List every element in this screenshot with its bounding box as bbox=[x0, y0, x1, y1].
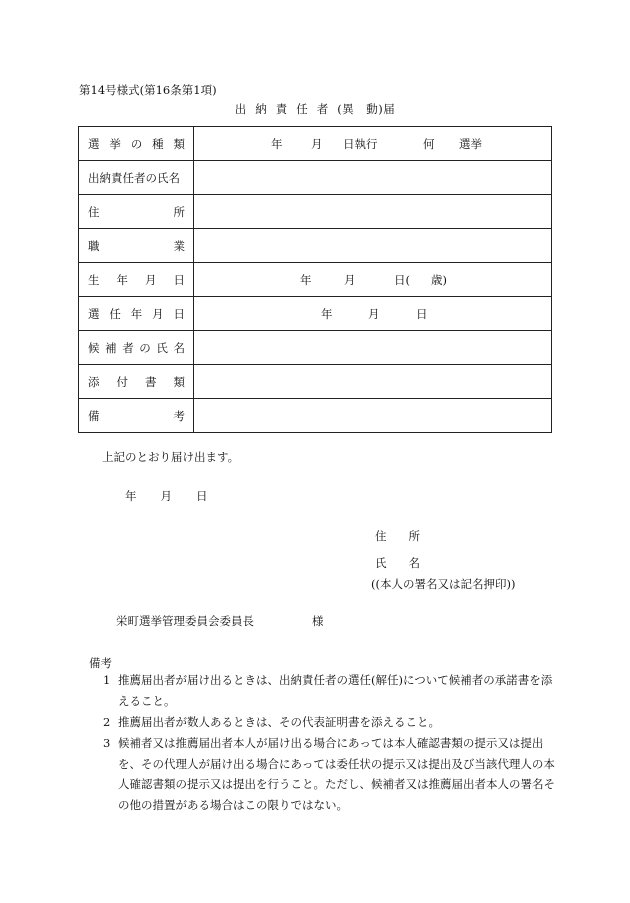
value-address[interactable] bbox=[194, 195, 552, 229]
row-birth-date bbox=[79, 263, 552, 297]
label-char: の bbox=[130, 136, 143, 151]
election-month-label: 月 bbox=[311, 136, 323, 151]
election-year-label: 年 bbox=[271, 136, 283, 151]
label-char: 名 bbox=[173, 340, 185, 355]
date-year: 年 bbox=[125, 489, 137, 503]
date-month: 月 bbox=[160, 489, 172, 503]
submission-date bbox=[125, 488, 208, 504]
label-char: 類 bbox=[173, 374, 185, 389]
appointment-month-label: 月 bbox=[368, 306, 380, 321]
signature-seal-note: ((本人の署名又は記名押印)) bbox=[371, 577, 516, 591]
appointment-day-label: 日 bbox=[416, 306, 428, 321]
label-char: 書 bbox=[145, 374, 157, 389]
label-char: 添 bbox=[88, 374, 100, 389]
birth-year-label: 年 bbox=[300, 272, 312, 287]
label-char: 任 bbox=[109, 306, 121, 321]
election-day-label: 日執行 bbox=[343, 136, 378, 151]
addressee bbox=[116, 613, 324, 629]
value-occupation[interactable] bbox=[194, 229, 552, 263]
row-remarks bbox=[79, 399, 552, 433]
label-char: の bbox=[139, 340, 151, 355]
label-char: 考 bbox=[173, 408, 185, 423]
label-char: 所 bbox=[173, 204, 185, 219]
label-char: 備 bbox=[88, 408, 100, 423]
label-char: 生 bbox=[88, 272, 100, 287]
election-what-label: 何 bbox=[423, 136, 435, 151]
label-char: 種 bbox=[152, 136, 164, 151]
row-occupation bbox=[79, 229, 552, 263]
title-suffix: 届 bbox=[383, 102, 396, 116]
age-label: 歳) bbox=[431, 272, 447, 287]
label-char: 住 bbox=[88, 204, 100, 219]
label-char: 年 bbox=[116, 272, 128, 287]
addressee-honorific: 様 bbox=[312, 614, 324, 628]
row-election-type bbox=[79, 127, 552, 161]
form-number: 第14号様式(第16条第1項) bbox=[79, 83, 217, 97]
value-birth-date[interactable] bbox=[194, 263, 552, 297]
label-char: 類 bbox=[173, 136, 185, 151]
label-char: 挙 bbox=[109, 136, 121, 151]
label-remarks bbox=[79, 399, 194, 433]
note-item bbox=[96, 670, 560, 711]
row-candidate-name bbox=[79, 331, 552, 365]
label-occupation bbox=[79, 229, 194, 263]
label-char: 補 bbox=[105, 340, 117, 355]
sig-address-char: 住 bbox=[375, 529, 387, 543]
sig-name-char: 氏 bbox=[375, 556, 387, 570]
label-char: 月 bbox=[145, 272, 157, 287]
note-item bbox=[96, 712, 560, 733]
title-main: 出納責任者 bbox=[234, 102, 338, 116]
row-treasurer-name bbox=[79, 161, 552, 195]
row-appointment-date bbox=[79, 297, 552, 331]
label-char: 出納責任者の氏名 bbox=[88, 170, 180, 185]
label-election-type bbox=[79, 127, 194, 161]
note-text: 候補者又は推薦届出者本人が届け出る場合にあっては本人確認書類の提示又は提出を、その代理人が届け出る場合にあっては委任状の提示又は提出及び当該代理人の本人確認書類の提示又は提出を行うこと。ただし、候補者又は推薦届出者本人の署名その他の措置がある場合はこの限りではない。 bbox=[118, 736, 555, 812]
note-text: 推薦届出者が数人あるときは、その代表証明書を添えること。 bbox=[118, 715, 440, 729]
note-text: 推薦届出者が届け出るときは、出納責任者の選任(解任)について候補者の承諾書を添えること。 bbox=[118, 673, 553, 708]
label-char: 年 bbox=[130, 306, 143, 321]
label-char: 付 bbox=[116, 374, 128, 389]
label-char: 者 bbox=[122, 340, 134, 355]
label-char: 月 bbox=[152, 306, 164, 321]
addressee-office: 栄町選挙管理委員会委員長 bbox=[116, 614, 254, 628]
form-table bbox=[78, 126, 552, 433]
document-title bbox=[0, 101, 630, 117]
label-char: 業 bbox=[173, 238, 185, 253]
note-number: 1 bbox=[103, 673, 111, 687]
appointment-year-label: 年 bbox=[321, 306, 333, 321]
label-char: 日 bbox=[173, 272, 185, 287]
label-char: 選 bbox=[88, 306, 100, 321]
label-treasurer-name bbox=[79, 161, 194, 195]
signature-address bbox=[375, 528, 420, 544]
note-item bbox=[96, 733, 560, 815]
date-day: 日 bbox=[196, 489, 208, 503]
label-char: 氏 bbox=[156, 340, 168, 355]
value-candidate-name[interactable] bbox=[194, 331, 552, 365]
value-remarks[interactable] bbox=[194, 399, 552, 433]
label-address bbox=[79, 195, 194, 229]
value-treasurer-name[interactable] bbox=[194, 161, 552, 195]
label-char: 選 bbox=[88, 136, 100, 151]
value-appointment-date[interactable] bbox=[194, 297, 552, 331]
label-char: 日 bbox=[173, 306, 185, 321]
label-candidate-name bbox=[79, 331, 194, 365]
value-attachments[interactable] bbox=[194, 365, 552, 399]
birth-month-label: 月 bbox=[344, 272, 356, 287]
election-label: 選挙 bbox=[459, 136, 482, 151]
label-char: 職 bbox=[88, 238, 100, 253]
label-char: 候 bbox=[88, 340, 100, 355]
sig-address-char: 所 bbox=[408, 529, 420, 543]
title-paren: (異 動) bbox=[337, 102, 384, 116]
statement: 上記のとおり届け出ます。 bbox=[102, 450, 240, 464]
notes-title: 備考 bbox=[89, 656, 112, 670]
label-attachments bbox=[79, 365, 194, 399]
label-appointment-date bbox=[79, 297, 194, 331]
note-number: 3 bbox=[103, 736, 111, 750]
birth-day-label: 日( bbox=[394, 272, 410, 287]
label-birth-date bbox=[79, 263, 194, 297]
row-attachments bbox=[79, 365, 552, 399]
sig-name-char: 名 bbox=[408, 556, 420, 570]
row-address bbox=[79, 195, 552, 229]
value-election-type[interactable] bbox=[194, 127, 552, 161]
signature-name bbox=[375, 555, 420, 571]
note-number: 2 bbox=[103, 715, 111, 729]
